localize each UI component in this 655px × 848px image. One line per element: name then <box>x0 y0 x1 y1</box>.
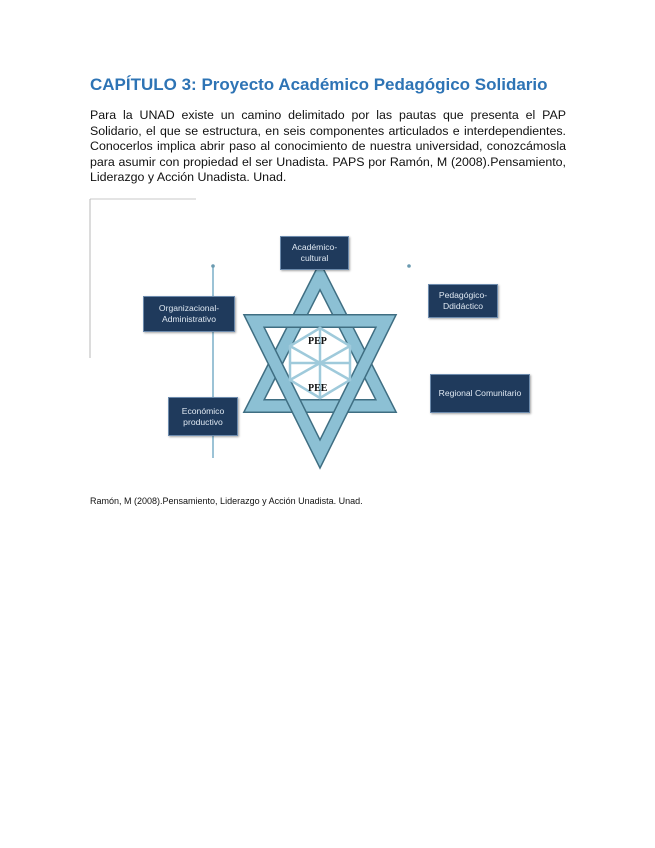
box-academico-cultural: Académico-cultural <box>280 236 349 270</box>
figure-caption: Ramón, M (2008).Pensamiento, Liderazgo y Acción Unadista. Unad. <box>90 496 363 506</box>
star-of-david <box>254 276 386 454</box>
page-title: CAPÍTULO 3: Proyecto Académico Pedagógico Solidario <box>90 75 548 94</box>
label-pep: PEP <box>308 336 327 347</box>
divider-dot-top <box>211 264 215 268</box>
box-regional-comunitario: Regional Comunitario <box>430 374 530 413</box>
box-pedagogico-didactico: Pedagógico-Ddidáctico <box>428 284 498 318</box>
box-organizacional-administrativo: Organizacional-Administrativo <box>143 296 235 332</box>
box-economico-productivo: Económico productivo <box>168 397 238 436</box>
intro-paragraph: Para la UNAD existe un camino delimitado por las pautas que presenta el PAP Solidario, el que se estructura, en seis componentes articulados e interdependientes. Conocerlos implica abrir paso al conocimiento de nuestra universidad, conozcámosla para asumir con propiedad el ser Unadista. PAPS por Ramón, M (2008).Pensamiento, Liderazgo y Acción Unadista. Unad. <box>90 108 566 185</box>
decorative-dot <box>407 264 411 268</box>
paps-diagram <box>88 196 548 471</box>
label-pee: PEE <box>308 383 328 394</box>
